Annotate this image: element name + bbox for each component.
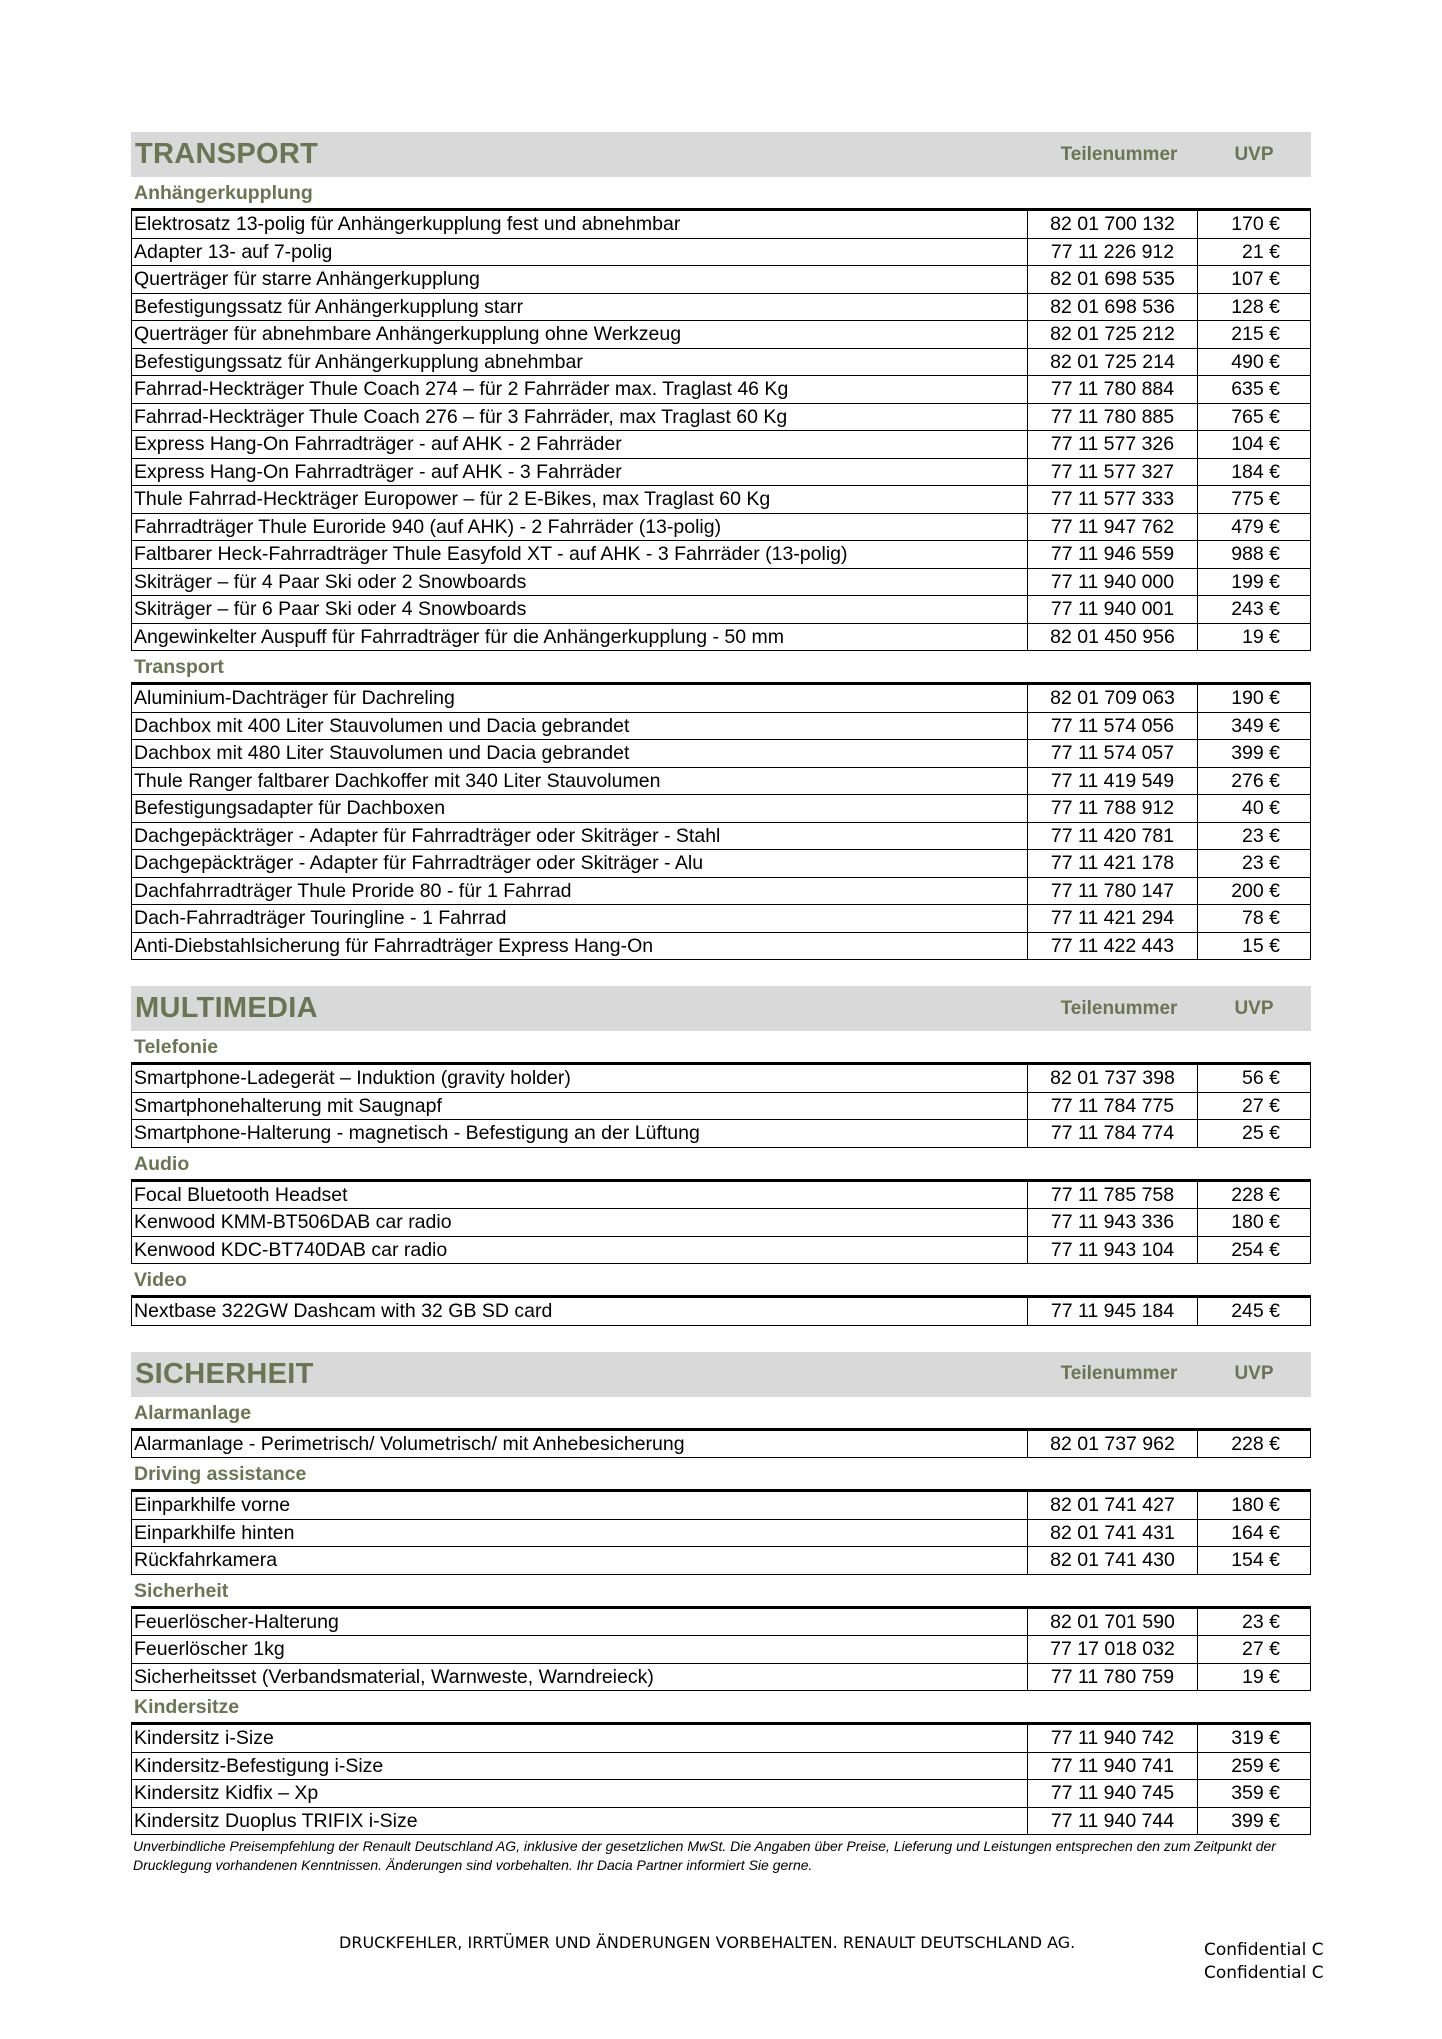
item-price: 254 € <box>1198 1236 1311 1264</box>
item-name: Kindersitz i-Size <box>132 1724 1028 1753</box>
item-name: Angewinkelter Auspuff für Fahrradträger für die Anhängerkupplung - 50 mm <box>132 623 1028 651</box>
section-header <box>131 1352 1311 1397</box>
section-transport <box>131 132 1311 960</box>
item-part-number: 77 11 784 774 <box>1028 1120 1198 1148</box>
section-title: TRANSPORT <box>135 138 319 170</box>
item-part-number: 82 01 698 535 <box>1028 266 1198 294</box>
table-row <box>132 1209 1311 1237</box>
table-row <box>132 1752 1311 1780</box>
section-multimedia <box>131 986 1311 1326</box>
column-header-part-number: Teilenummer <box>1060 143 1178 165</box>
table-row <box>132 1807 1311 1835</box>
column-header-part-number: Teilenummer <box>1060 1363 1178 1384</box>
item-name: Befestigungssatz für Anhängerkupplung abnehmbar <box>132 348 1028 376</box>
item-name: Skiträger – für 4 Paar Ski oder 2 Snowboards <box>132 568 1028 596</box>
table-row <box>132 1547 1311 1575</box>
item-price: 27 € <box>1198 1092 1311 1120</box>
item-part-number: 77 11 420 781 <box>1028 822 1198 850</box>
item-price: 490 € <box>1198 348 1311 376</box>
item-part-number: 77 11 940 741 <box>1028 1752 1198 1780</box>
table-row <box>132 513 1311 541</box>
item-name: Aluminium-Dachträger für Dachreling <box>132 684 1028 713</box>
table-row <box>132 623 1311 651</box>
table-row <box>132 1607 1311 1636</box>
item-part-number: 77 11 940 001 <box>1028 596 1198 624</box>
item-price: 107 € <box>1198 266 1311 294</box>
item-price: 635 € <box>1198 376 1311 404</box>
item-part-number: 82 01 737 398 <box>1028 1064 1198 1093</box>
section-sicherheit <box>131 1352 1311 1876</box>
item-name: Elektrosatz 13-polig für Anhängerkupplung fest und abnehmbar <box>132 210 1028 239</box>
item-part-number: 77 11 577 327 <box>1028 458 1198 486</box>
items-table <box>131 1606 1311 1692</box>
item-part-number: 82 01 737 962 <box>1028 1429 1198 1458</box>
item-price: 23 € <box>1198 850 1311 878</box>
item-price: 319 € <box>1198 1724 1311 1753</box>
items-table <box>131 208 1311 651</box>
item-name: Smartphone-Halterung - magnetisch - Befestigung an der Lüftung <box>132 1120 1028 1148</box>
item-name: Anti-Diebstahlsicherung für Fahrradträger Express Hang-On <box>132 932 1028 960</box>
table-row <box>132 822 1311 850</box>
item-name: Befestigungsadapter für Dachboxen <box>132 795 1028 823</box>
item-name: Express Hang-On Fahrradträger - auf AHK - 3 Fahrräder <box>132 458 1028 486</box>
item-part-number: 82 01 709 063 <box>1028 684 1198 713</box>
confidential-label: Confidential C <box>1204 1940 1324 1960</box>
item-price: 21 € <box>1198 238 1311 266</box>
item-price: 184 € <box>1198 458 1311 486</box>
table-row <box>132 1636 1311 1664</box>
item-part-number: 77 11 574 057 <box>1028 740 1198 768</box>
item-price: 170 € <box>1198 210 1311 239</box>
group-title: Audio <box>134 1152 190 1175</box>
item-part-number: 77 11 780 147 <box>1028 877 1198 905</box>
item-price: 349 € <box>1198 712 1311 740</box>
item-price: 200 € <box>1198 877 1311 905</box>
table-row <box>132 684 1311 713</box>
item-price: 78 € <box>1198 905 1311 933</box>
disclaimer: Unverbindliche Preisempfehlung der Renault Deutschland AG, inklusive der gesetzlichen MwSt. Die Angaben über Preise, Lieferung und Leistungen entsprechen den zum Zeitpunkt der Drucklegung vorhandenen Kenntnissen. Änderungen sind vorbehalten. Ihr Dacia Partner informiert Sie gerne. <box>133 1838 1276 1873</box>
table-row <box>132 376 1311 404</box>
table-row <box>132 486 1311 514</box>
item-price: 23 € <box>1198 1607 1311 1636</box>
item-name: Smartphone-Ladegerät – Induktion (gravity holder) <box>132 1064 1028 1093</box>
item-name: Einparkhilfe hinten <box>132 1519 1028 1547</box>
item-price: 19 € <box>1198 623 1311 651</box>
items-table <box>131 1179 1311 1265</box>
item-part-number: 77 11 940 744 <box>1028 1807 1198 1835</box>
item-price: 399 € <box>1198 740 1311 768</box>
item-name: Faltbarer Heck-Fahrradträger Thule Easyfold XT - auf AHK - 3 Fahrräder (13-polig) <box>132 541 1028 569</box>
item-part-number: 77 11 943 336 <box>1028 1209 1198 1237</box>
item-name: Thule Fahrrad-Heckträger Europower – für 2 E-Bikes, max Traglast 60 Kg <box>132 486 1028 514</box>
item-name: Querträger für starre Anhängerkupplung <box>132 266 1028 294</box>
item-price: 190 € <box>1198 684 1311 713</box>
table-row <box>132 266 1311 294</box>
item-part-number: 82 01 741 427 <box>1028 1491 1198 1520</box>
item-part-number: 77 11 422 443 <box>1028 932 1198 960</box>
table-row <box>132 1491 1311 1520</box>
table-row <box>132 1780 1311 1808</box>
item-name: Befestigungssatz für Anhängerkupplung starr <box>132 293 1028 321</box>
table-row <box>132 1297 1311 1326</box>
items-table <box>131 1722 1311 1835</box>
item-name: Feuerlöscher-Halterung <box>132 1607 1028 1636</box>
item-price: 399 € <box>1198 1807 1311 1835</box>
item-name: Kindersitz-Befestigung i-Size <box>132 1752 1028 1780</box>
item-part-number: 77 11 943 104 <box>1028 1236 1198 1264</box>
item-part-number: 77 17 018 032 <box>1028 1636 1198 1664</box>
item-part-number: 77 11 780 885 <box>1028 403 1198 431</box>
items-table <box>131 1489 1311 1575</box>
column-header-price: UVP <box>1234 143 1274 165</box>
item-name: Thule Ranger faltbarer Dachkoffer mit 340 Liter Stauvolumen <box>132 767 1028 795</box>
item-name: Kenwood KMM-BT506DAB car radio <box>132 1209 1028 1237</box>
item-price: 359 € <box>1198 1780 1311 1808</box>
item-price: 154 € <box>1198 1547 1311 1575</box>
item-name: Einparkhilfe vorne <box>132 1491 1028 1520</box>
item-part-number: 82 01 700 132 <box>1028 210 1198 239</box>
item-name: Kenwood KDC-BT740DAB car radio <box>132 1236 1028 1264</box>
item-name: Sicherheitsset (Verbandsmaterial, Warnweste, Warndreieck) <box>132 1663 1028 1691</box>
item-part-number: 82 01 725 214 <box>1028 348 1198 376</box>
item-name: Dachbox mit 400 Liter Stauvolumen und Dacia gebrandet <box>132 712 1028 740</box>
item-price: 27 € <box>1198 1636 1311 1664</box>
item-part-number: 77 11 945 184 <box>1028 1297 1198 1326</box>
footer-notice: DRUCKFEHLER, IRRTÜMER UND ÄNDERUNGEN VORBEHALTEN. RENAULT DEUTSCHLAND AG. <box>339 1933 1076 1952</box>
item-price: 40 € <box>1198 795 1311 823</box>
table-row <box>132 596 1311 624</box>
table-row <box>132 877 1311 905</box>
item-name: Kindersitz Kidfix – Xp <box>132 1780 1028 1808</box>
table-row <box>132 431 1311 459</box>
item-part-number: 77 11 784 775 <box>1028 1092 1198 1120</box>
item-part-number: 77 11 940 742 <box>1028 1724 1198 1753</box>
item-part-number: 77 11 780 759 <box>1028 1663 1198 1691</box>
table-row <box>132 1519 1311 1547</box>
item-name: Dachbox mit 480 Liter Stauvolumen und Dacia gebrandet <box>132 740 1028 768</box>
column-header-part-number: Teilenummer <box>1060 997 1178 1019</box>
table-row <box>132 293 1311 321</box>
section-header <box>131 986 1311 1031</box>
item-price: 164 € <box>1198 1519 1311 1547</box>
item-name: Fahrradträger Thule Euroride 940 (auf AHK) - 2 Fahrräder (13-polig) <box>132 513 1028 541</box>
group-title: Transport <box>134 656 224 678</box>
table-row <box>132 403 1311 431</box>
table-row <box>132 238 1311 266</box>
group-title: Anhängerkupplung <box>134 182 313 204</box>
table-row <box>132 712 1311 740</box>
table-row <box>132 348 1311 376</box>
items-table <box>131 1062 1311 1148</box>
table-row <box>132 1236 1311 1264</box>
section-title: MULTIMEDIA <box>135 992 318 1024</box>
confidential-label: Confidential C <box>1204 1963 1324 1983</box>
item-name: Adapter 13- auf 7-polig <box>132 238 1028 266</box>
item-name: Focal Bluetooth Headset <box>132 1180 1028 1209</box>
item-name: Rückfahrkamera <box>132 1547 1028 1575</box>
table-row <box>132 905 1311 933</box>
item-price: 19 € <box>1198 1663 1311 1691</box>
item-name: Dachgepäckträger - Adapter für Fahrradträger oder Skiträger - Stahl <box>132 822 1028 850</box>
item-price: 23 € <box>1198 822 1311 850</box>
table-row <box>132 795 1311 823</box>
item-name: Dachgepäckträger - Adapter für Fahrradträger oder Skiträger - Alu <box>132 850 1028 878</box>
item-price: 199 € <box>1198 568 1311 596</box>
item-price: 228 € <box>1198 1429 1311 1458</box>
item-name: Dachfahrradträger Thule Proride 80 - für 1 Fahrrad <box>132 877 1028 905</box>
group-title: Kindersitze <box>134 1696 240 1718</box>
item-part-number: 82 01 698 536 <box>1028 293 1198 321</box>
item-name: Smartphonehalterung mit Saugnapf <box>132 1092 1028 1120</box>
item-price: 765 € <box>1198 403 1311 431</box>
item-part-number: 82 01 725 212 <box>1028 321 1198 349</box>
item-part-number: 77 11 574 056 <box>1028 712 1198 740</box>
item-name: Nextbase 322GW Dashcam with 32 GB SD card <box>132 1297 1028 1326</box>
table-row <box>132 1429 1311 1458</box>
table-row <box>132 767 1311 795</box>
item-part-number: 77 11 940 745 <box>1028 1780 1198 1808</box>
item-part-number: 77 11 788 912 <box>1028 795 1198 823</box>
table-row <box>132 1663 1311 1691</box>
item-price: 276 € <box>1198 767 1311 795</box>
item-part-number: 82 01 741 430 <box>1028 1547 1198 1575</box>
group-title: Telefonie <box>134 1036 219 1058</box>
item-price: 243 € <box>1198 596 1311 624</box>
items-table <box>131 1295 1311 1326</box>
item-part-number: 77 11 780 884 <box>1028 376 1198 404</box>
item-name: Alarmanlage - Perimetrisch/ Volumetrisch/ mit Anhebesicherung <box>132 1429 1028 1458</box>
table-row <box>132 541 1311 569</box>
item-name: Kindersitz Duoplus TRIFIX i-Size <box>132 1807 1028 1835</box>
table-row <box>132 740 1311 768</box>
item-part-number: 77 11 947 762 <box>1028 513 1198 541</box>
item-name: Fahrrad-Heckträger Thule Coach 274 – für 2 Fahrräder max. Traglast 46 Kg <box>132 376 1028 404</box>
item-part-number: 77 11 785 758 <box>1028 1180 1198 1209</box>
group-title: Sicherheit <box>134 1579 229 1602</box>
table-row <box>132 850 1311 878</box>
item-name: Express Hang-On Fahrradträger - auf AHK - 2 Fahrräder <box>132 431 1028 459</box>
item-name: Dach-Fahrradträger Touringline - 1 Fahrrad <box>132 905 1028 933</box>
price-list <box>131 132 1311 1901</box>
item-part-number: 77 11 419 549 <box>1028 767 1198 795</box>
item-price: 180 € <box>1198 1209 1311 1237</box>
item-price: 56 € <box>1198 1064 1311 1093</box>
item-name: Fahrrad-Heckträger Thule Coach 276 – für 3 Fahrräder, max Traglast 60 Kg <box>132 403 1028 431</box>
item-part-number: 82 01 741 431 <box>1028 1519 1198 1547</box>
column-header-price: UVP <box>1234 1363 1274 1384</box>
table-row <box>132 458 1311 486</box>
table-row <box>132 1724 1311 1753</box>
item-price: 245 € <box>1198 1297 1311 1326</box>
table-row <box>132 1120 1311 1148</box>
group-title: Driving assistance <box>134 1463 307 1485</box>
item-price: 215 € <box>1198 321 1311 349</box>
item-part-number: 77 11 421 294 <box>1028 905 1198 933</box>
table-row <box>132 321 1311 349</box>
item-price: 25 € <box>1198 1120 1311 1148</box>
item-part-number: 82 01 701 590 <box>1028 1607 1198 1636</box>
items-table <box>131 1428 1311 1459</box>
table-row <box>132 568 1311 596</box>
section-header <box>131 132 1311 177</box>
item-price: 479 € <box>1198 513 1311 541</box>
table-row <box>132 210 1311 239</box>
items-table <box>131 682 1311 960</box>
table-row <box>132 1064 1311 1093</box>
item-part-number: 77 11 226 912 <box>1028 238 1198 266</box>
item-price: 988 € <box>1198 541 1311 569</box>
item-part-number: 77 11 577 333 <box>1028 486 1198 514</box>
group-title: Alarmanlage <box>134 1401 252 1424</box>
column-header-price: UVP <box>1234 997 1274 1019</box>
item-price: 180 € <box>1198 1491 1311 1520</box>
item-name: Querträger für abnehmbare Anhängerkupplung ohne Werkzeug <box>132 321 1028 349</box>
item-price: 128 € <box>1198 293 1311 321</box>
item-price: 104 € <box>1198 431 1311 459</box>
table-row <box>132 932 1311 960</box>
item-price: 228 € <box>1198 1180 1311 1209</box>
item-price: 15 € <box>1198 932 1311 960</box>
item-name: Skiträger – für 6 Paar Ski oder 4 Snowboards <box>132 596 1028 624</box>
item-name: Feuerlöscher 1kg <box>132 1636 1028 1664</box>
item-part-number: 77 11 940 000 <box>1028 568 1198 596</box>
section-title: SICHERHEIT <box>135 1357 314 1390</box>
item-price: 775 € <box>1198 486 1311 514</box>
table-row <box>132 1180 1311 1209</box>
item-part-number: 77 11 946 559 <box>1028 541 1198 569</box>
group-title: Video <box>134 1269 187 1291</box>
item-part-number: 77 11 577 326 <box>1028 431 1198 459</box>
item-part-number: 82 01 450 956 <box>1028 623 1198 651</box>
item-price: 259 € <box>1198 1752 1311 1780</box>
table-row <box>132 1092 1311 1120</box>
item-part-number: 77 11 421 178 <box>1028 850 1198 878</box>
